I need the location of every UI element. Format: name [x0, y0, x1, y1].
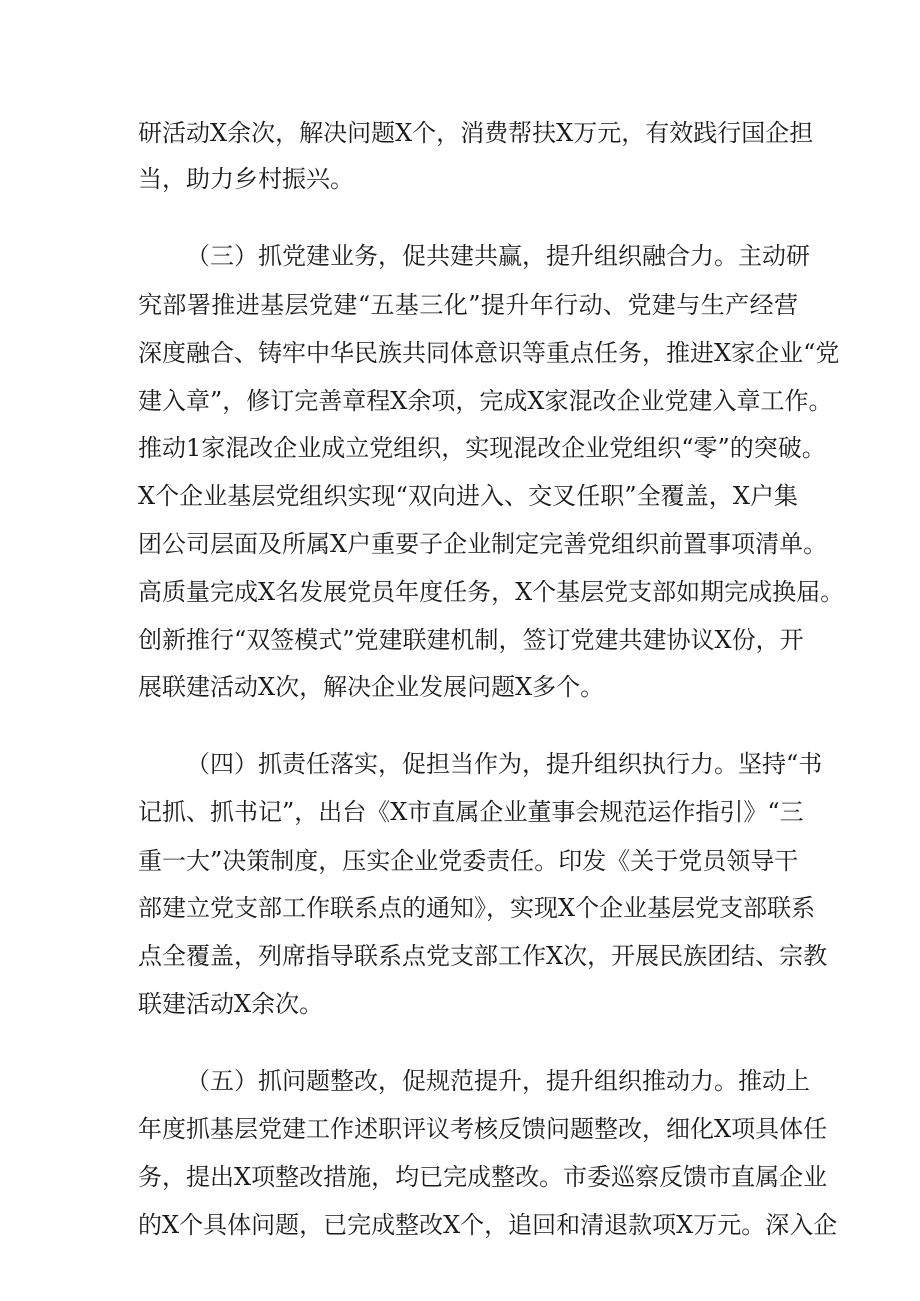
text-line: 高质量完成X名发展党员年度任务，X个基层党支部如期完成换届。 [138, 578, 845, 606]
text-line: 研活动X余次，解决问题X个，消费帮扶X万元，有效践行国企担 [138, 119, 814, 147]
paragraph-heading-line: （四）抓责任落实，促担当作为，提升组织执行力。坚持“书 [186, 750, 823, 778]
text-line: 记抓、抓书记”，出台《X市直属企业董事会规范运作指引》“三 [138, 798, 804, 826]
paragraph-heading-line: （三）抓党建业务，促共建共赢，提升组织融合力。主动研 [186, 242, 810, 270]
text-line: 创新推行“双签模式”党建联建机制，签订党建共建协议X份，开 [138, 626, 804, 654]
text-line: 部建立党支部工作联系点的通知》，实现X个企业基层党支部联系 [138, 894, 816, 922]
text-line: 联建活动X余次。 [138, 990, 324, 1018]
text-line: 当，助力乡村振兴。 [138, 165, 354, 193]
text-line: 展联建活动X次，解决企业发展问题X多个。 [138, 673, 605, 701]
text-line: 究部署推进基层党建“五基三化”提升年行动、党建与生产经营 [138, 291, 798, 319]
text-line: 点全覆盖，列席指导联系点党支部工作X次，开展民族团结、宗教 [138, 942, 828, 970]
text-line: 推动1家混改企业成立党组织，实现混改企业党组织“零”的突破。 [138, 434, 826, 462]
paragraph-heading-line: （五）抓问题整改，促规范提升，提升组织推动力。推动上 [186, 1067, 810, 1095]
text-line: 的X个具体问题，已完成整改X个，追回和清退款项X万元。深入企 [138, 1211, 838, 1239]
text-line: X个企业基层党组织实现“双向进入、交叉任职”全覆盖，X户集 [138, 482, 798, 510]
text-line: 务，提出X项整改措施，均已完成整改。市委巡察反馈市直属企业 [138, 1163, 828, 1191]
text-line: 深度融合、铸牢中华民族共同体意识等重点任务，推进X家企业“党 [138, 339, 840, 367]
text-line: 重一大”决策制度，压实企业党委责任。印发《关于党员领导干 [138, 847, 799, 875]
text-line: 团公司层面及所属X户重要子企业制定完善党组织前置事项清单。 [138, 530, 828, 558]
text-line: 年度抓基层党建工作述职评议考核反馈问题整改，细化X项具体任 [138, 1115, 828, 1143]
text-line: 建入章”，修订完善章程X余项，完成X家混改企业党建入章工作。 [138, 387, 833, 415]
